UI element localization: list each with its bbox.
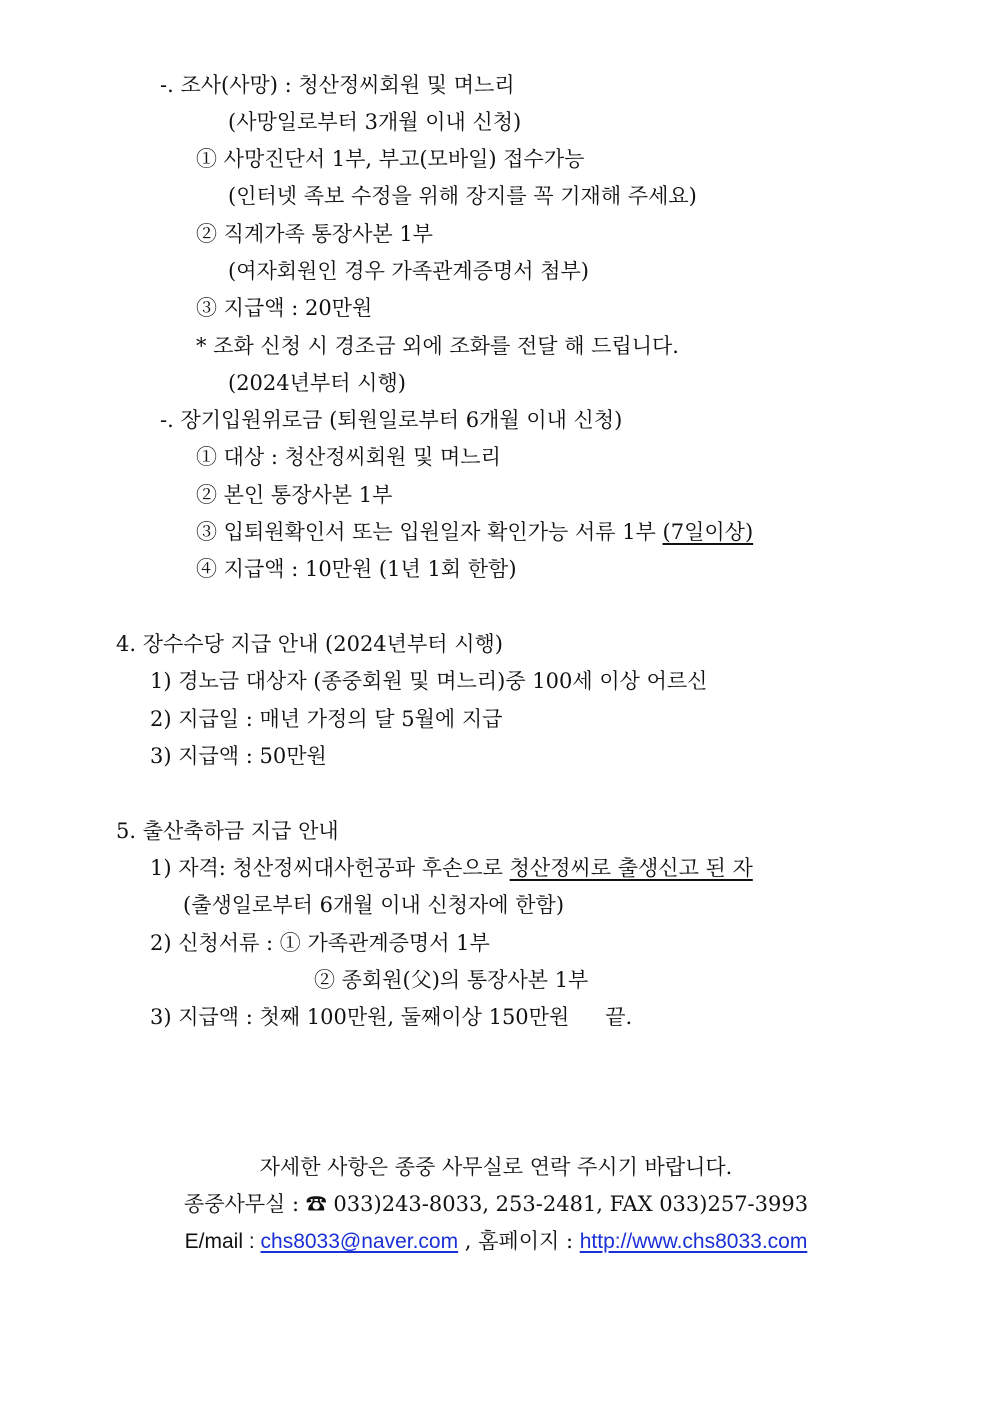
section-4-item-3: 3) 지급액 : 50만원 xyxy=(150,744,327,768)
homepage-label: , 홈페이지 : xyxy=(458,1229,580,1253)
condolence-item-1-note: (인터넷 족보 수정을 위해 장지를 꼭 기재해 주세요) xyxy=(228,184,697,208)
section-5-item-2-second: ② 종회원(父)의 통장사본 1부 xyxy=(314,968,589,992)
hospital-item-3-text: ③ 입퇴원확인서 또는 입원일자 확인가능 서류 1부 xyxy=(196,520,663,544)
end-mark: 끝. xyxy=(605,1005,633,1029)
section-4-title: 4. 장수수당 지급 안내 (2024년부터 시행) xyxy=(116,632,503,656)
condolence-item-1: ① 사망진단서 1부, 부고(모바일) 접수가능 xyxy=(196,147,585,171)
footer-contact xyxy=(0,1226,992,1257)
section-5-item-1-note: (출생일로부터 6개월 이내 신청자에 한함) xyxy=(183,893,565,917)
footer-office: 종중사무실 : ☎ 033)243-8033, 253-2481, FAX 033)257-3993 xyxy=(183,1192,809,1216)
section-5-title: 5. 출산축하금 지급 안내 xyxy=(116,819,339,843)
section-5-item-1 xyxy=(150,853,753,883)
condolence-title: -. 조사(사망) : 청산정씨회원 및 며느리 xyxy=(160,73,515,97)
email-link[interactable]: chs8033@naver.com xyxy=(260,1230,459,1253)
section-4-item-2: 2) 지급일 : 매년 가정의 달 5월에 지급 xyxy=(150,707,503,731)
homepage-link[interactable]: http://www.chs8033.com xyxy=(579,1230,808,1253)
condolence-item-2-note: (여자회원인 경우 가족관계증명서 첨부) xyxy=(228,259,589,283)
hospital-item-2: ② 본인 통장사본 1부 xyxy=(196,483,393,507)
hospital-item-3 xyxy=(196,517,753,547)
section-4-item-1: 1) 경노금 대상자 (종중회원 및 며느리)중 100세 이상 어르신 xyxy=(150,669,708,693)
hospital-title: -. 장기입원위로금 (퇴원일로부터 6개월 이내 신청) xyxy=(160,408,623,432)
section-5-item-2: 2) 신청서류 : ① 가족관계증명서 1부 xyxy=(150,931,490,955)
hospital-item-1: ① 대상 : 청산정씨회원 및 며느리 xyxy=(196,445,501,469)
section-5-item-1-text: 1) 자격: 청산정씨대사헌공파 후손으로 xyxy=(150,856,510,880)
section-5-item-1-condition: 청산정씨로 출생신고 된 자 xyxy=(509,856,753,880)
footer-notice: 자세한 사항은 종중 사무실로 연락 주시기 바랍니다. xyxy=(259,1155,733,1179)
section-5-item-3-text: 3) 지급액 : 첫째 100만원, 둘째이상 150만원 xyxy=(150,1005,570,1029)
hospital-item-3-condition: (7일이상) xyxy=(662,520,754,544)
condolence-star-note: * 조화 신청 시 경조금 외에 조화를 전달 해 드립니다. xyxy=(196,334,679,358)
condolence-star-date: (2024년부터 시행) xyxy=(228,371,406,395)
condolence-item-3: ③ 지급액 : 20만원 xyxy=(196,296,373,320)
section-5-item-3 xyxy=(150,1002,632,1032)
condolence-period: (사망일로부터 3개월 이내 신청) xyxy=(228,110,522,134)
condolence-item-2: ② 직계가족 통장사본 1부 xyxy=(196,222,433,246)
email-label: E/mail : xyxy=(184,1230,261,1253)
hospital-item-4: ④ 지급액 : 10만원 (1년 1회 한함) xyxy=(196,557,517,581)
